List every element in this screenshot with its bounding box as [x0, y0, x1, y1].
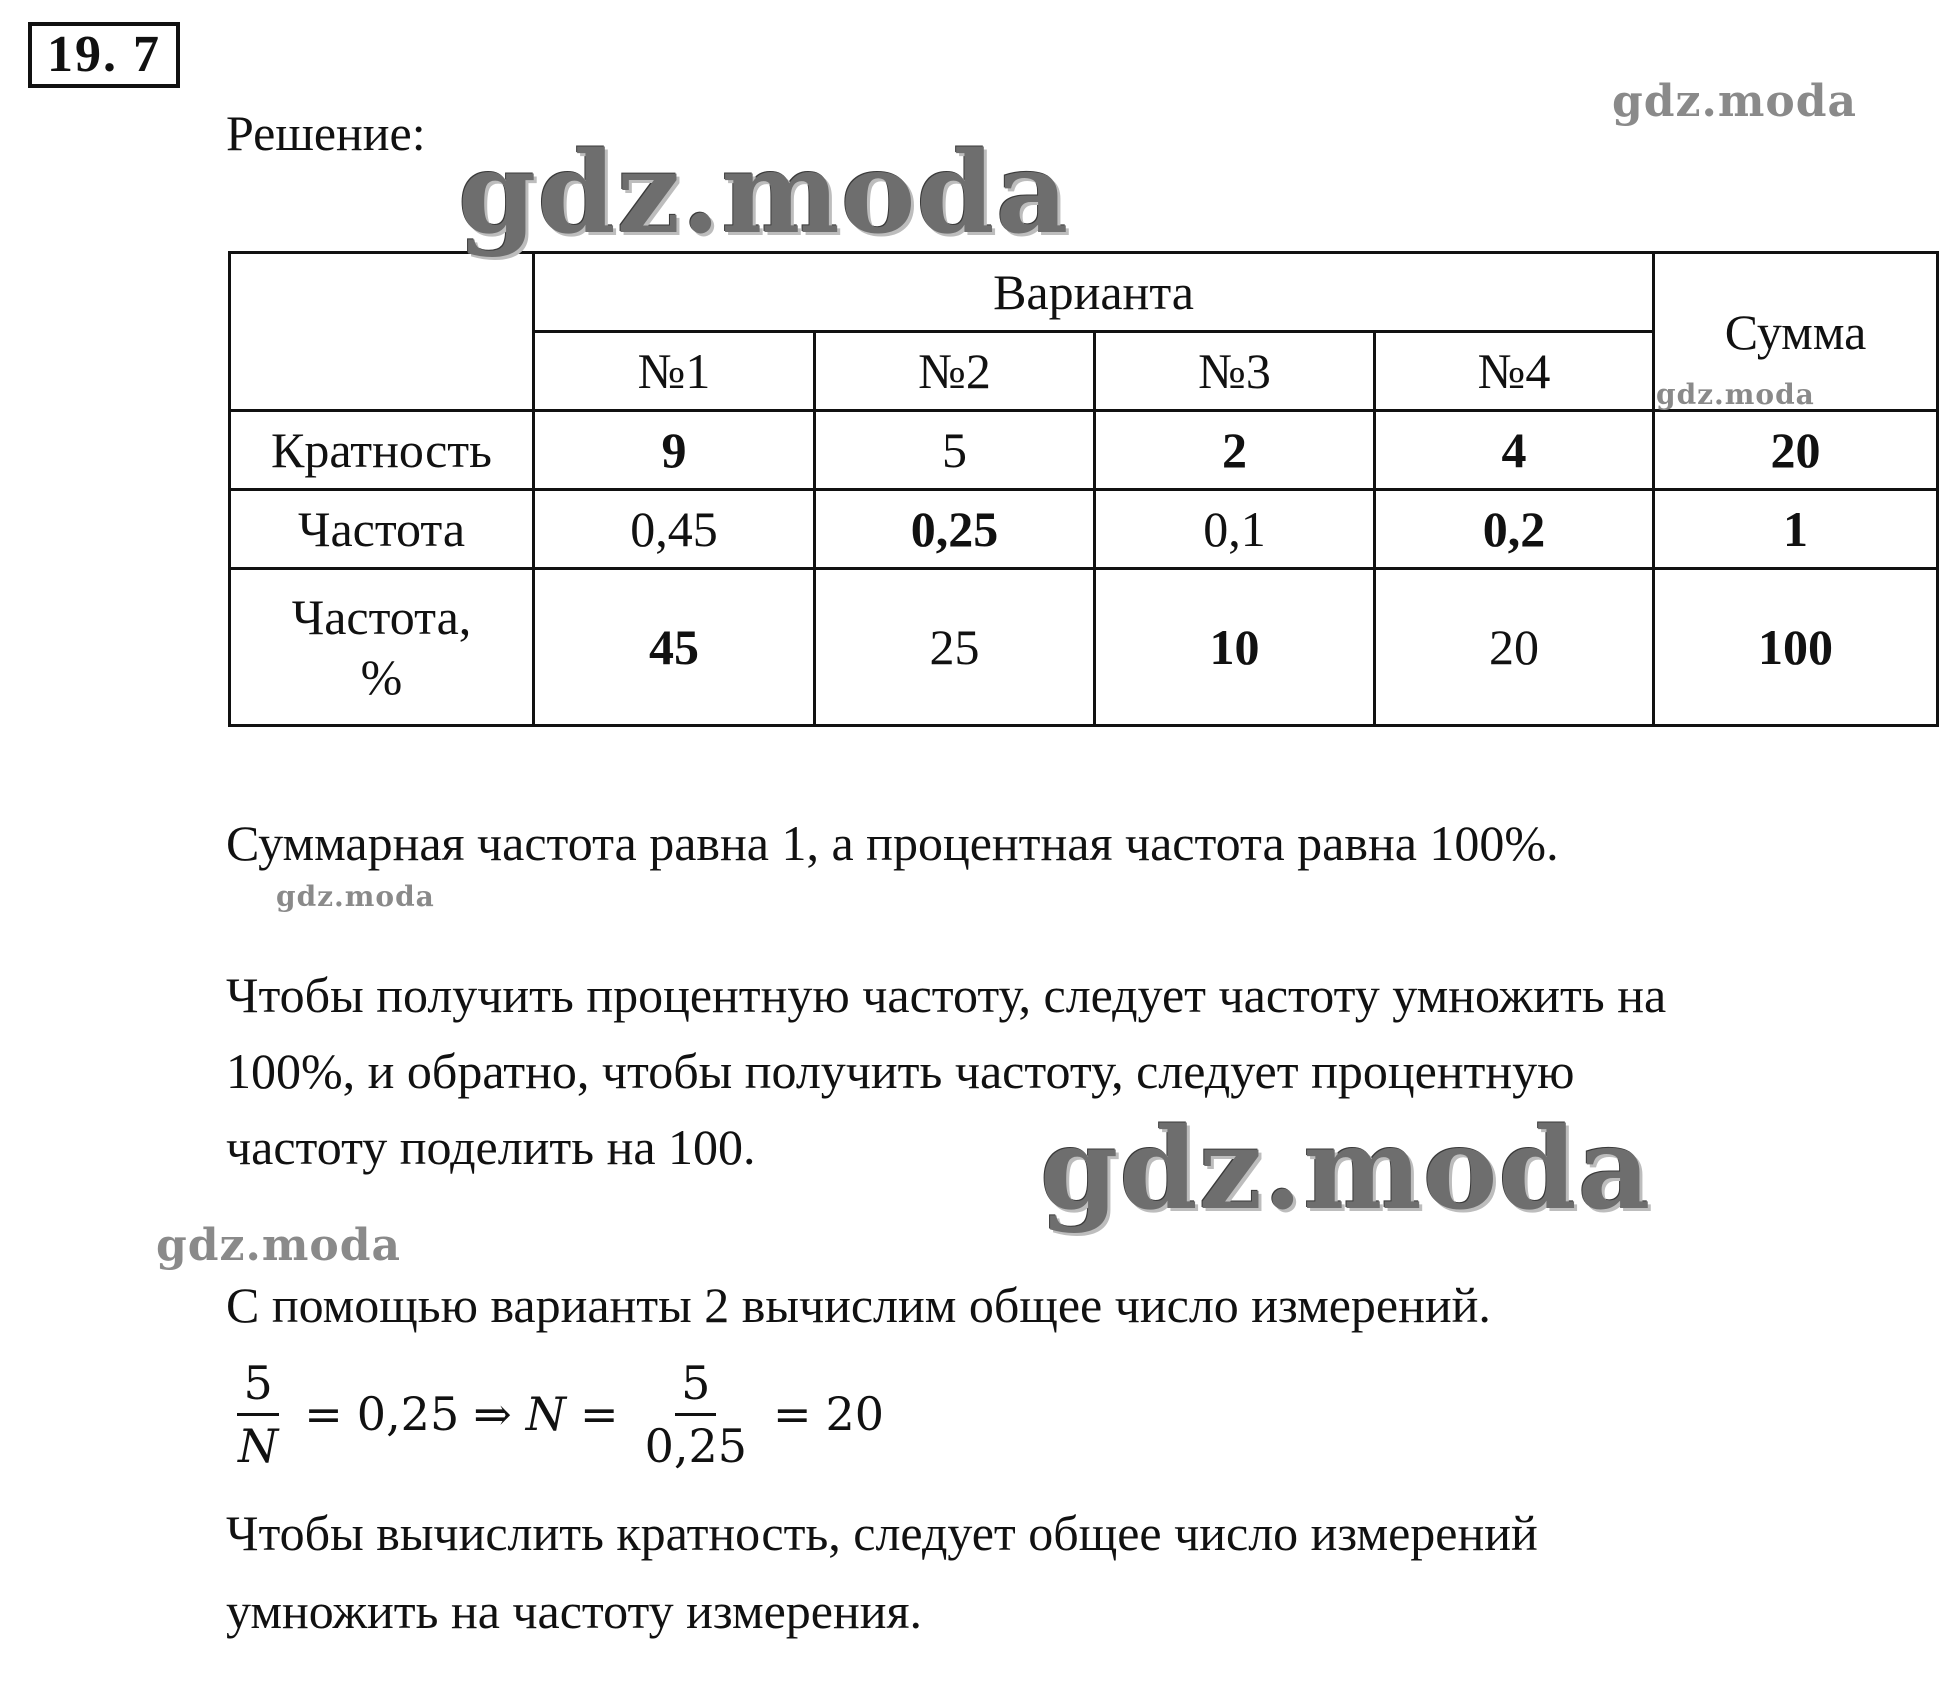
frequency-v4: 0,2 — [1375, 490, 1654, 569]
paragraph-percent-rule-line1: Чтобы получить процентную частоту, следует частоту умножить на — [226, 967, 1667, 1023]
frequency-percent-v4: 20 — [1375, 569, 1654, 726]
fraction-denominator: 0,25 — [644, 1418, 747, 1473]
watermark: gdz.moda — [1656, 378, 1815, 411]
multiplicity-v2: 5 — [815, 411, 1095, 490]
frequency-value: 0,25 — [356, 1387, 460, 1441]
frequency-v2: 0,25 — [815, 490, 1095, 569]
paragraph-percent-rule-line2: 100%, и обратно, чтобы получить частоту, следует процентную — [226, 1043, 1575, 1099]
row-label-frequency: Частота — [230, 490, 534, 569]
fraction-denominator: N — [238, 1418, 279, 1473]
watermark: gdz.moda — [1040, 1104, 1652, 1235]
solution-label: Решение: — [226, 105, 426, 161]
multiplicity-v4: 4 — [1375, 411, 1654, 490]
frequency-v1: 0,45 — [534, 490, 815, 569]
frequency-percent-sum: 100 — [1654, 569, 1938, 726]
equals-sign: = — [304, 1387, 343, 1441]
paragraph-percent-rule-line3: частоту поделить на 100. — [226, 1119, 756, 1175]
variant-2-header: №2 — [815, 332, 1095, 411]
fraction-5-over-n — [232, 1357, 284, 1472]
frequency-percent-v2: 25 — [815, 569, 1095, 726]
paragraph-multiplicity-rule-line2: умножить на частоту измерения. — [226, 1583, 922, 1639]
frequency-sum: 1 — [1654, 490, 1938, 569]
row-label-frequency-percent — [230, 569, 534, 726]
frequency-percent-v1: 45 — [534, 569, 815, 726]
paragraph-total-frequency: Суммарная частота равна 1, а процентная частота равна 100%. — [226, 815, 1559, 871]
table-corner-cell — [230, 253, 534, 411]
variable-n: N — [525, 1387, 567, 1441]
equals-sign: = — [580, 1387, 619, 1441]
watermark: gdz.moda — [276, 880, 435, 913]
sum-header: Сумма — [1654, 253, 1938, 411]
table-header-row — [230, 253, 1938, 332]
fraction-numerator: 5 — [675, 1357, 716, 1416]
table-row-frequency-percent — [230, 569, 1938, 726]
row-label-frequency-percent-line2: % — [360, 649, 403, 705]
watermark: gdz.moda — [156, 1220, 402, 1271]
variant-1-header: №1 — [534, 332, 815, 411]
row-label-multiplicity: Кратность — [230, 411, 534, 490]
variant-3-header: №3 — [1095, 332, 1375, 411]
variant-header: Варианта — [534, 253, 1654, 332]
watermark: gdz.moda — [458, 128, 1070, 259]
paragraph-multiplicity-rule-line1: Чтобы вычислить кратность, следует общее число измерений — [226, 1505, 1538, 1561]
multiplicity-v3: 2 — [1095, 411, 1375, 490]
table-row-frequency — [230, 490, 1938, 569]
formula-result: 20 — [825, 1387, 885, 1441]
table-row-multiplicity — [230, 411, 1938, 490]
frequency-percent-v3: 10 — [1095, 569, 1375, 726]
implies-sign: ⇒ — [473, 1387, 512, 1441]
multiplicity-v1: 9 — [534, 411, 815, 490]
paragraph-total-measurements: С помощью варианты 2 вычислим общее число измерений. — [226, 1277, 1491, 1333]
frequency-v3: 0,1 — [1095, 490, 1375, 569]
row-label-frequency-percent-line1: Частота, — [291, 589, 472, 645]
watermark: gdz.moda — [1612, 76, 1858, 127]
fraction-numerator: 5 — [237, 1357, 278, 1416]
fraction-5-over-025 — [639, 1357, 753, 1472]
frequency-table — [228, 251, 1939, 727]
task-number: 19. 7 — [28, 22, 180, 88]
formula — [226, 1344, 884, 1484]
equals-sign: = — [772, 1387, 812, 1441]
variant-4-header: №4 — [1375, 332, 1654, 411]
multiplicity-sum: 20 — [1654, 411, 1938, 490]
